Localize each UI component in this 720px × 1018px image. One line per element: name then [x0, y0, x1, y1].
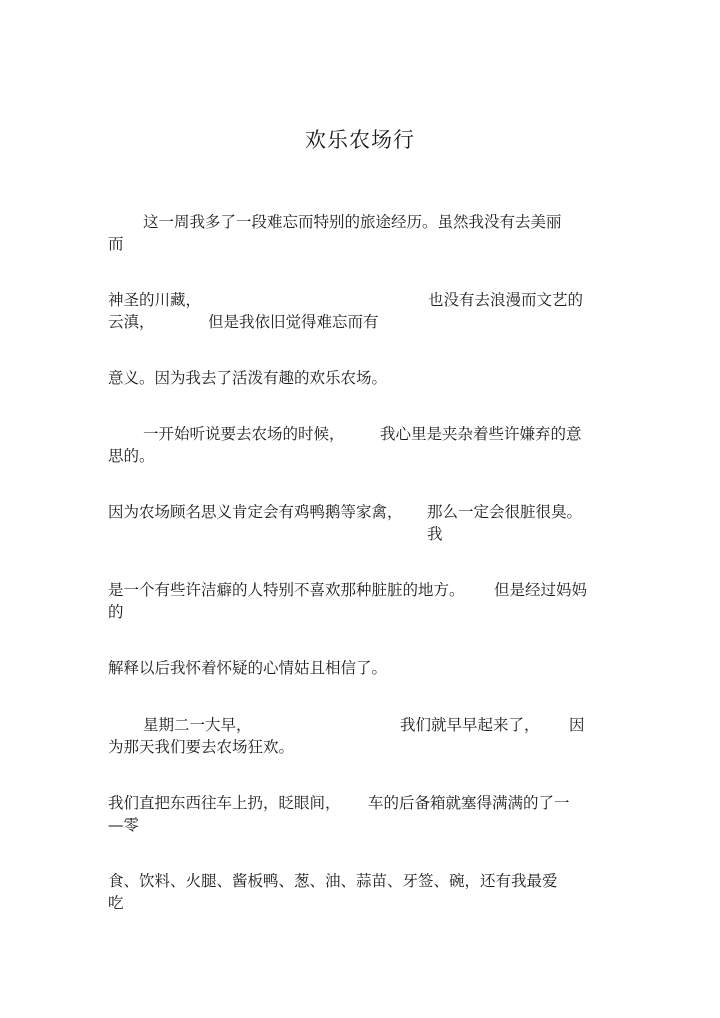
text-line: 解释以后我怀着怀疑的心情姑且相信了。	[108, 659, 388, 677]
text-line: 云滇，	[108, 313, 155, 331]
text-line: 吃	[108, 894, 124, 912]
text-line: 那么一定会很脏很臭。	[427, 503, 583, 521]
text-line: 我	[427, 525, 443, 543]
text-line: 车的后备箱就塞得满满的了一	[368, 794, 570, 812]
text-line: 这一周我多了一段难忘而特别的旅途经历。虽然我没有去美丽	[143, 213, 562, 231]
text-line: 为那天我们要去农场狂欢。	[108, 738, 295, 756]
text-line: 因	[569, 716, 585, 734]
text-line: 我心里是夹杂着些许嫌弃的意	[380, 425, 582, 443]
text-line: 因为农场顾名思义肯定会有鸡鸭鹅等家禽，	[108, 503, 403, 521]
text-line: 星期二一大早，	[143, 716, 252, 734]
page-title: 欢乐农场行	[305, 128, 415, 152]
text-line: 我们就早早起来了，	[400, 716, 540, 734]
text-line: 思的。	[108, 447, 155, 465]
text-line: 而	[108, 235, 124, 253]
text-line: 也没有去浪漫而文艺的	[428, 291, 584, 309]
text-line: 我们直把东西往车上扔，眨眼间，	[108, 794, 341, 812]
text-line: —零	[108, 816, 140, 834]
text-line: 但是我依旧觉得难忘而有	[208, 313, 379, 331]
text-line: 是一个有些许洁癖的人特别不喜欢那种脏脏的地方。	[108, 581, 465, 599]
text-line: 食、饮料、火腿、酱板鸭、葱、油、蒜苗、牙签、碗，还有我最爱	[108, 872, 558, 890]
text-line: 一开始听说要去农场的时候，	[143, 425, 345, 443]
text-line: 的	[108, 603, 124, 621]
text-line: 意义。因为我去了活泼有趣的欢乐农场。	[108, 369, 388, 387]
text-line: 神圣的川藏，	[108, 291, 202, 309]
text-line: 但是经过妈妈	[494, 581, 588, 599]
